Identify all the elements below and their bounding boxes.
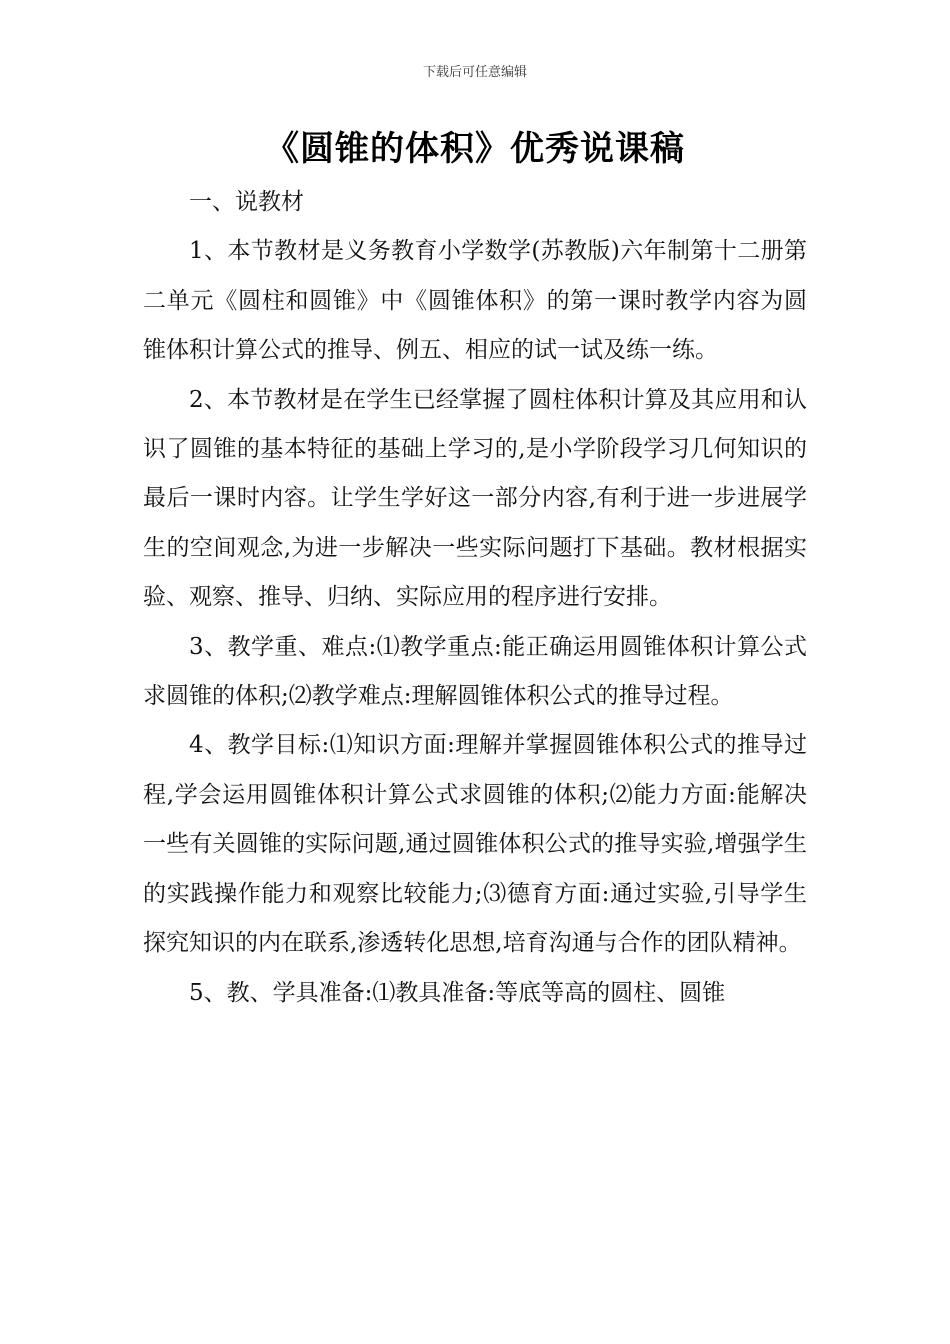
body-paragraph: 5、教、学具准备:⑴教具准备:等底等高的圆柱、圆锥 (189, 979, 726, 1006)
body-paragraph: 3、教学重、难点:⑴教学重点:能正确运用圆锥体积计算公式求圆锥的体积;⑵教学难点:理解圆锥体积公式的推导过程。 (143, 633, 807, 710)
body-paragraph: 2、本节教材是在学生已经掌握了圆柱体积计算及其应用和认识了圆锥的基本特征的基础上学习的,是小学阶段学习几何知识的最后一课时内容。让学生学好这一部分内容,有利于进一步进展学生的空间观念,为进一步解决一些实际问题打下基础。教材根据实验、观察、推导、归纳、实际应用的程序进行安排。 (143, 386, 807, 611)
page-header-note: 下载后可任意编辑 (422, 65, 527, 80)
body-paragraph: 1、本节教材是义务教育小学数学(苏教版)六年制第十二册第二单元《圆柱和圆锥》中《圆锥体积》的第一课时教学内容为圆锥体积计算公式的推导、例五、相应的试一试及练一练。 (143, 238, 807, 364)
document-title: 《圆锥的体积》优秀说课稿 (265, 129, 685, 169)
section-heading: 一、说教材 (189, 189, 304, 215)
document-body (143, 178, 807, 1018)
body-paragraph: 4、教学目标:⑴知识方面:理解并掌握圆锥体积公式的推导过程,学会运用圆锥体积计算公式求圆锥的体积;⑵能力方面:能解决一些有关圆锥的实际问题,通过圆锥体积公式的推导实验,增强学生的实践操作能力和观察比较能力;⑶德育方面:通过实验,引导学生探究知识的内在联系,渗透转化思想,培育沟通与合作的团队精神。 (143, 732, 807, 957)
